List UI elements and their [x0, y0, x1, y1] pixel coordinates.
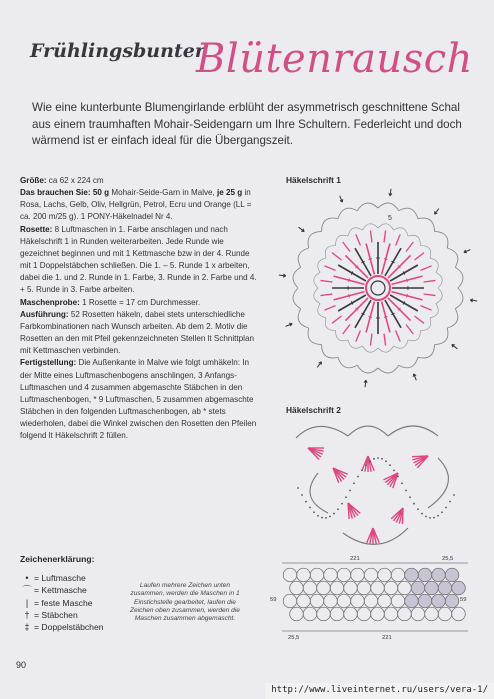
legend-row: • = Luftmasche	[20, 572, 104, 584]
rosette-line: Rosette: 8 Luftmaschen in 1. Farbe anschlagen und nach Häkelschrift 1 in Runden weiterarbeiten. Jede Runde wie gezeichnet beginnen und mit 1 Kettmasche bzw in der 4. Runde mit 1 Doppelstäbchen schließen. Die 1. – 5. Runde 1 x arbeiten, dabei die 1. und 2. Runde in 1. Farbe, 3. Runde in 2. Farbe und 4. + 5. Runde in 3. Farbe arbeiten.	[20, 224, 257, 295]
chain-loop	[338, 208, 357, 219]
schematic-rosette	[378, 568, 392, 582]
schematic-rosette	[303, 581, 317, 595]
dim-top-short: 25,5	[442, 556, 454, 562]
stitch-tip	[320, 280, 332, 282]
schematic-rosette	[405, 594, 419, 608]
chain-dot	[333, 513, 335, 515]
middle-loop	[336, 330, 348, 340]
edging-arc	[428, 458, 448, 508]
stitch-tip	[356, 234, 361, 245]
chain-loop	[418, 345, 435, 358]
schematic-rosette	[371, 581, 385, 595]
schematic-rosette	[418, 594, 432, 608]
schematic-rosette	[398, 581, 412, 595]
chain-dot	[389, 464, 391, 466]
chain-dot	[377, 457, 379, 459]
schematic-rosette	[411, 607, 425, 621]
chain-dot	[421, 513, 423, 515]
layout-schematic	[270, 553, 470, 643]
stitch-bar	[406, 279, 407, 282]
chain-loop	[293, 288, 301, 309]
chain-dot	[353, 482, 355, 484]
schematic-rosette	[445, 594, 459, 608]
schematic-rosette	[351, 594, 365, 608]
title-main: Blütenrausch	[196, 36, 473, 82]
chain-dot	[413, 503, 415, 505]
schematic-rosette	[344, 581, 358, 595]
legend-row: ⌒ = Kettmasche	[20, 584, 104, 596]
chain-dot	[429, 517, 431, 519]
middle-loop	[362, 224, 378, 230]
legend-symbol: |	[25, 597, 29, 608]
schematic-rosette	[317, 607, 331, 621]
chain-dot	[393, 469, 395, 471]
instructions-column	[20, 175, 262, 442]
chain-dot	[453, 494, 455, 496]
gauge-line: Maschenprobe: 1 Rosette = 17 cm Durchmesser.	[20, 297, 201, 307]
chain-loop	[418, 218, 435, 231]
schematic-rosette	[330, 581, 344, 595]
intro-paragraph: Wie eine kunterbunte Blumengirlande erblüht der asymmetrisch geschnittene Schal aus einem traumhaften Mohair-Seidengarn um Ihre Schultern. Federleicht und doch wärmend ist er einfach ideal für die Übergangszeit.	[32, 101, 462, 147]
schematic-rosette	[425, 581, 439, 595]
middle-loop	[436, 272, 442, 288]
legend-symbol: †	[24, 609, 30, 620]
chain-loop	[435, 231, 448, 248]
stitch-bar	[369, 316, 372, 317]
schematic-rosette	[371, 607, 385, 621]
middle-loop	[408, 330, 420, 340]
legend-symbol: •	[25, 573, 29, 583]
stitch-tip	[406, 324, 413, 334]
diagram1-label: Häkelschrift 1	[286, 175, 341, 185]
schematic-rosette	[303, 607, 317, 621]
middle-loop	[430, 258, 438, 272]
schematic-rosette	[364, 568, 378, 582]
middle-loop	[325, 318, 335, 330]
middle-loop	[420, 246, 430, 258]
page-number: 90	[16, 660, 27, 670]
stitch-tip	[396, 234, 401, 245]
round-number: 5	[388, 215, 392, 222]
stitch-tip	[406, 242, 413, 252]
schematic-rosette	[432, 594, 446, 608]
edging-arcs	[296, 426, 448, 544]
schematic-rosette	[324, 568, 338, 582]
schematic-rosette	[337, 594, 351, 608]
stitch-bar	[384, 316, 387, 317]
chain-dot	[349, 489, 351, 491]
edging-arc	[348, 426, 388, 436]
chain-loop	[321, 218, 338, 231]
middle-loop	[436, 288, 442, 304]
crochet-edging-diagram	[288, 418, 468, 548]
legend-title: Zeichenerklärung:	[20, 554, 95, 564]
chain-dot	[357, 476, 359, 478]
chain-loop	[298, 248, 309, 267]
schematic-rosette	[297, 568, 311, 582]
rosette-grid	[283, 568, 465, 621]
stitch-tip	[424, 280, 436, 282]
crochet-rosette-diagram	[273, 183, 483, 393]
schematic-rosette	[290, 607, 304, 621]
chain-dot	[341, 503, 343, 505]
middle-loop	[318, 304, 326, 318]
dim-left: 59	[270, 597, 277, 603]
middle-loop	[348, 228, 362, 236]
stitch-tip	[332, 316, 342, 323]
stitch-bar	[384, 259, 387, 260]
schematic-rosette	[391, 594, 405, 608]
schematic-rosette	[438, 581, 452, 595]
chain-dot	[425, 516, 427, 518]
edging-arc	[296, 426, 348, 438]
stitch-tip	[384, 230, 386, 242]
chain-dot	[417, 508, 419, 510]
schematic-rosette	[283, 568, 297, 582]
schematic-rosette	[344, 607, 358, 621]
schematic-rosette	[364, 594, 378, 608]
schematic-rosette	[357, 607, 371, 621]
chain-dot	[437, 515, 439, 517]
middle-loop	[394, 228, 408, 236]
schematic-rosette	[357, 581, 371, 595]
chain-loop	[455, 267, 463, 288]
schematic-rosette	[398, 607, 412, 621]
stitch-tip	[343, 242, 350, 252]
schematic-rosette	[452, 607, 466, 621]
stitch-tip	[356, 330, 361, 341]
chain-loop	[447, 248, 458, 267]
stitch-tip	[420, 306, 431, 311]
schematic-rosette	[378, 594, 392, 608]
middle-loop	[430, 304, 438, 318]
edging-chain-dots	[297, 457, 455, 519]
legend-row: ‡ = Doppelstäbchen	[20, 621, 104, 633]
schematic-rosette	[405, 568, 419, 582]
chain-dot	[397, 476, 399, 478]
legend-row: | = feste Masche	[20, 597, 104, 609]
chain-dot	[433, 517, 435, 519]
middle-loop	[314, 272, 320, 288]
chain-loop	[378, 365, 399, 373]
chain-dot	[381, 458, 383, 460]
chain-loop	[399, 208, 418, 219]
chain-dot	[361, 469, 363, 471]
chain-dot	[329, 516, 331, 518]
middle-loop	[420, 318, 430, 330]
diagram2-label: Häkelschrift 2	[286, 405, 341, 415]
stitch-tip	[396, 330, 401, 341]
stitch-bar	[349, 279, 350, 282]
chain-loop	[298, 309, 309, 328]
chain-dot	[385, 460, 387, 462]
stitch-bar	[369, 259, 372, 260]
dim-top-long: 221	[350, 556, 360, 562]
chain-loop	[357, 365, 378, 373]
schematic-rosette	[283, 594, 297, 608]
chain-loop	[321, 345, 338, 358]
size-line: Größe: ca 62 x 224 cm	[20, 176, 104, 185]
chain-dot	[337, 508, 339, 510]
stitch-tip	[324, 266, 335, 271]
legend-symbol: ‡	[24, 622, 30, 633]
finishing-line: Fertigstellung: Die Außenkante in Malve wie folgt umhäkeln: In der Mitte eines Luftmaschenbogens anschlingen, 3 Anfangs-Luftmaschen und 4 zusammen abgemaschte Stäbchen in den Luftmaschenbogen, * 9 Luftmaschen, 5 zusammen abgemaschte Stäbchen in den folgenden Luftmaschenbogen, ab * stets wiederholen, dabei die Winkel zwischen den Rosetten den Pfeilen folgend lt Häkelschrift 2 füllen.	[20, 358, 257, 441]
schematic-rosette	[310, 568, 324, 582]
edging-arc	[310, 473, 328, 513]
middle-loop	[348, 340, 362, 348]
stitch-tip	[414, 316, 424, 323]
schematic-rosette	[432, 568, 446, 582]
join-arrows	[279, 189, 477, 387]
schematic-rosette	[310, 594, 324, 608]
dim-right: 59	[460, 597, 467, 603]
schematic-rosette	[317, 581, 331, 595]
chain-dot	[441, 511, 443, 513]
chain-loop	[357, 203, 378, 211]
chain-dot	[365, 464, 367, 466]
chain-dot	[297, 487, 299, 489]
stitch-bar	[406, 294, 407, 297]
symbol-legend	[20, 572, 104, 633]
schematic-rosette	[337, 568, 351, 582]
chain-dot	[369, 460, 371, 462]
chain-dot	[449, 501, 451, 503]
schematic-rosette	[384, 581, 398, 595]
chain-loop	[338, 357, 357, 368]
schematic-rosette	[290, 581, 304, 595]
dim-bottom-short: 25,5	[288, 635, 300, 641]
schematic-rosette	[324, 594, 338, 608]
chain-dot	[373, 458, 375, 460]
schematic-rosette	[384, 607, 398, 621]
chain-dot	[305, 501, 307, 503]
stitch-tip	[343, 324, 350, 334]
schematic-rosette	[411, 581, 425, 595]
chain-loop	[399, 357, 418, 368]
stitch-tip	[370, 334, 372, 346]
source-url[interactable]: http://www.liveinternet.ru/users/vera-1/	[265, 683, 494, 699]
legend-row: † = Stäbchen	[20, 609, 104, 621]
schematic-rosette	[445, 568, 459, 582]
chain-dot	[313, 511, 315, 513]
stitch-tip	[424, 294, 436, 296]
center-ring	[366, 276, 390, 300]
execution-line: Ausführung: 52 Rosetten häkeln, dabei stets unterschiedliche Farbkombinationen nach Wunsch arbeiten. Ab dem 2. Motiv die Rosetten an den mit Pfeil gekennzeichneten Stellen lt Schnittplan mit Kettmaschen verbinden.	[20, 309, 254, 356]
stitch-tip	[414, 253, 424, 260]
middle-loop	[325, 246, 335, 258]
schematic-rosette	[418, 568, 432, 582]
title-script: Frühlingsbunter	[30, 40, 205, 62]
schematic-rosette	[351, 568, 365, 582]
schematic-rosette	[425, 607, 439, 621]
stitch-tip	[370, 230, 372, 242]
chain-dot	[405, 489, 407, 491]
stitch-tip	[324, 306, 335, 311]
middle-loop	[314, 288, 320, 304]
middle-loop	[378, 346, 394, 352]
chain-dot	[325, 517, 327, 519]
chain-loop	[378, 203, 399, 211]
chain-loop	[455, 288, 463, 309]
legend-note: Laufen mehrere Zeichen unten zusammen, werden die Maschen in 1 Einstichstelle gearbeitet, laufen die Zeichen oben zusammen, werden die Maschen zusammen abgemascht.	[130, 582, 240, 623]
chain-loop	[308, 328, 321, 345]
schematic-rosette	[391, 568, 405, 582]
schematic-rosette	[297, 594, 311, 608]
chain-dot	[345, 496, 347, 498]
chain-dot	[409, 496, 411, 498]
middle-loop	[378, 224, 394, 230]
stitch-tip	[384, 334, 386, 346]
chain-dot	[301, 494, 303, 496]
chain-dot	[321, 517, 323, 519]
stitch-tip	[332, 253, 342, 260]
inner-rounds	[320, 230, 435, 345]
dim-bottom-long: 221	[382, 635, 392, 641]
legend-symbol: ⌒	[22, 585, 32, 596]
edging-fans	[308, 448, 428, 544]
schematic-rosette	[438, 607, 452, 621]
chain-loop	[447, 309, 458, 328]
edging-stitch	[412, 456, 428, 457]
chain-dot	[317, 515, 319, 517]
middle-loop	[318, 258, 326, 272]
chain-loop	[293, 267, 301, 288]
middle-loop	[408, 235, 420, 245]
chain-dot	[401, 482, 403, 484]
edging-arc	[388, 426, 438, 436]
stitch-tip	[320, 294, 332, 296]
stitch-tip	[420, 266, 431, 271]
chain-loop	[435, 328, 448, 345]
outer-chain-loops	[293, 203, 463, 373]
center-ring-inner	[371, 281, 385, 295]
middle-loop	[394, 340, 408, 348]
chain-loop	[308, 231, 321, 248]
materials-line: Das brauchen Sie: 50 g Mohair-Seide-Garn in Malve, je 25 g in Rosa, Lachs, Gelb, Oliv, Hellgrün, Petrol, Ecru und Orange (LL = ca. 200 m/25 g). 1 PONY-Häkelnadel Nr 4.	[20, 188, 252, 222]
schematic-rosette	[452, 581, 466, 595]
chain-dot	[445, 507, 447, 509]
stitch-bar	[349, 294, 350, 297]
chain-dot	[309, 507, 311, 509]
middle-loop	[336, 235, 348, 245]
schematic-rosette	[330, 607, 344, 621]
middle-loop	[362, 346, 378, 352]
